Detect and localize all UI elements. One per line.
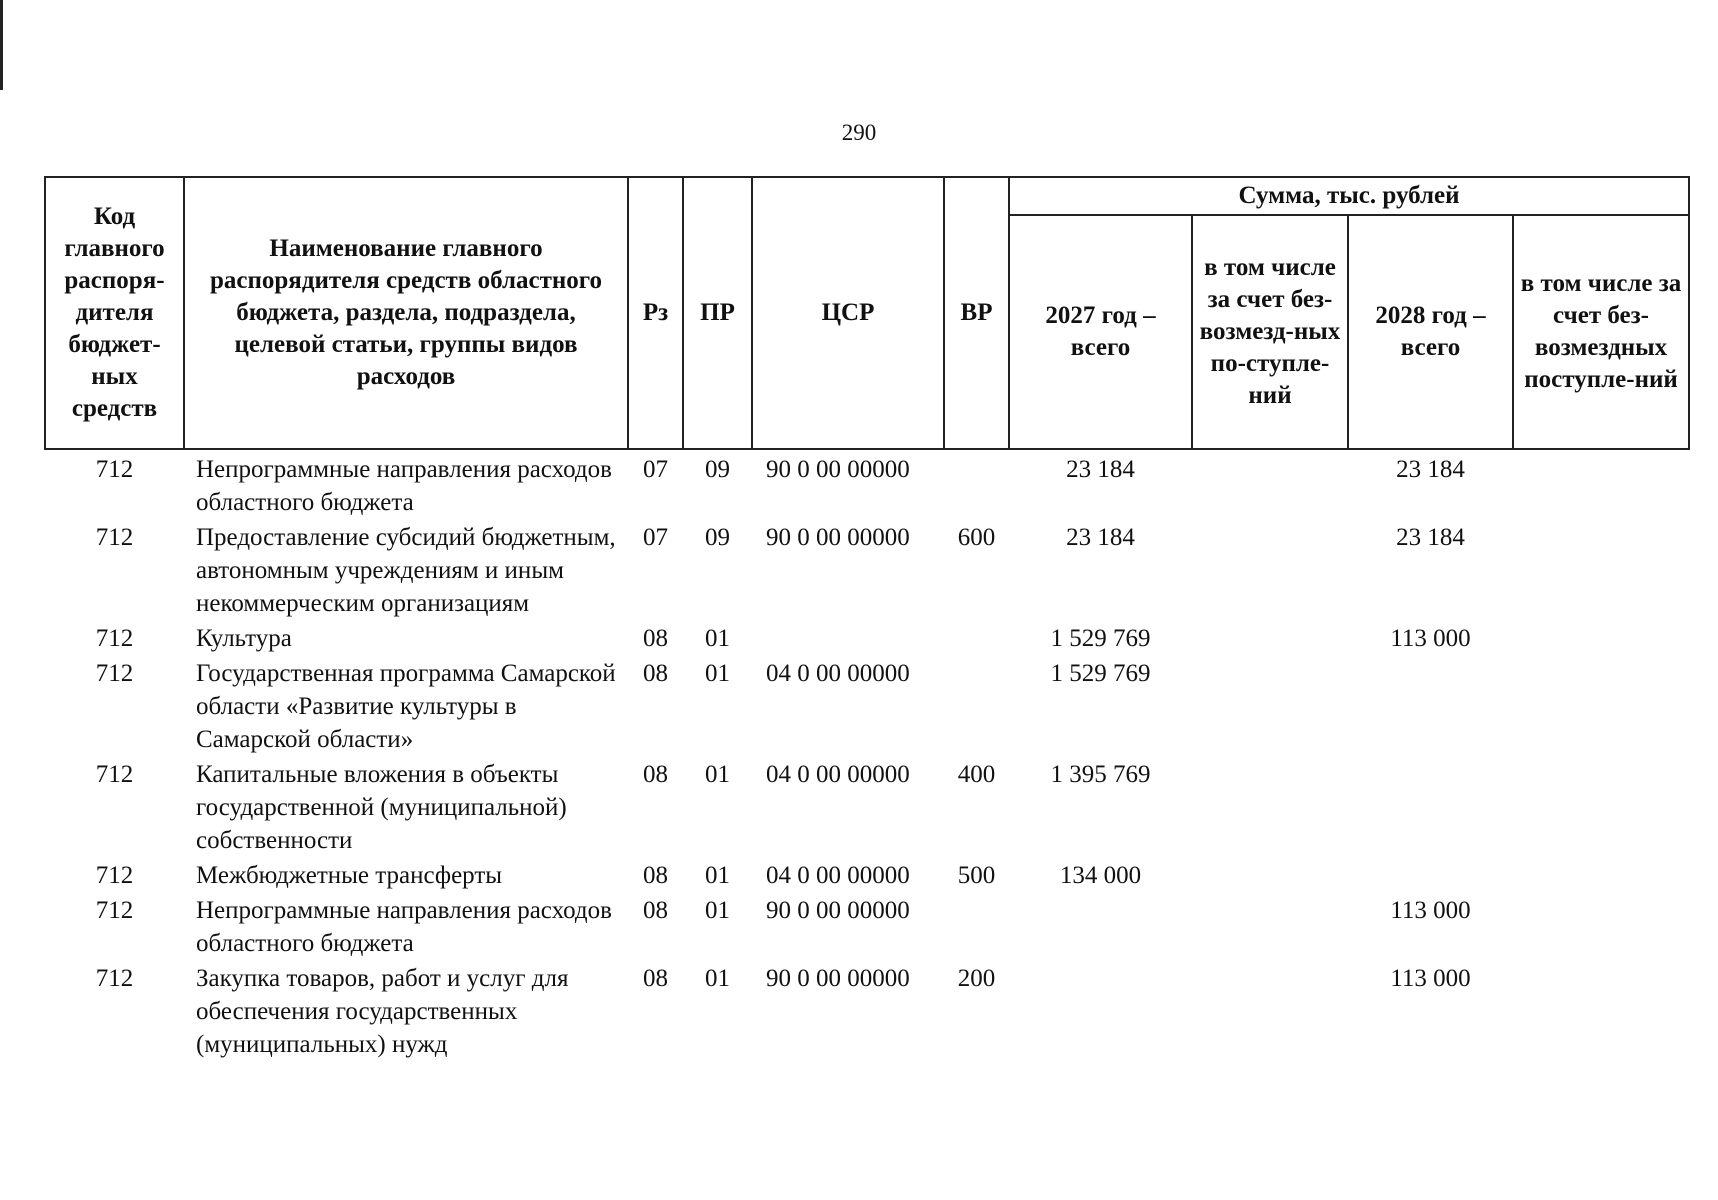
cell-pr: 01 (705, 897, 730, 924)
cell-csr: 90 0 00 00000 (766, 897, 910, 924)
cell-code: 712 (95, 524, 134, 551)
cell-rz: 08 (643, 761, 668, 788)
cell-2027-grants (1192, 449, 1348, 519)
cell-rz: 07 (643, 524, 668, 551)
cell-2027-total: 1 529 769 (1050, 660, 1151, 687)
header-2028-grants: в том числе за счет без-возмездных поступле-ний (1513, 215, 1689, 449)
table-row (45, 960, 1689, 1061)
cell-code: 712 (95, 862, 134, 889)
cell-csr (752, 620, 944, 655)
cell-vr: 600 (957, 524, 996, 551)
budget-table (44, 176, 1690, 1061)
cell-rz: 08 (643, 862, 668, 889)
cell-code: 712 (95, 761, 134, 788)
cell-2028-total (1348, 655, 1513, 756)
cell-rz: 07 (643, 456, 668, 483)
cell-name: Предоставление субсидий бюджетным, автономным учреждениям и иным некоммерческим организациям (196, 524, 616, 617)
cell-rz: 08 (643, 625, 668, 652)
cell-pr: 09 (705, 524, 730, 551)
cell-csr: 90 0 00 00000 (766, 524, 910, 551)
cell-2027-grants (1192, 857, 1348, 892)
cell-2027-grants (1192, 960, 1348, 1061)
cell-pr: 09 (705, 456, 730, 483)
cell-vr: 400 (957, 761, 996, 788)
cell-2027-grants (1192, 756, 1348, 857)
cell-rz: 08 (643, 965, 668, 992)
cell-2027-grants (1192, 655, 1348, 756)
cell-2028-grants (1513, 892, 1689, 960)
table-row (45, 519, 1689, 620)
cell-pr: 01 (705, 625, 730, 652)
cell-name: Межбюджетные трансферты (196, 862, 503, 889)
cell-2027-grants (1192, 620, 1348, 655)
cell-code: 712 (95, 456, 134, 483)
table-row (45, 620, 1689, 655)
cell-2027-total (1009, 892, 1192, 960)
header-code: Код главного распоря-дителя бюджет-ных средств (45, 177, 184, 449)
scan-left-edge (0, 0, 3, 90)
cell-pr: 01 (705, 965, 730, 992)
cell-2028-total: 23 184 (1396, 524, 1465, 551)
cell-2028-total (1348, 756, 1513, 857)
cell-2027-grants (1192, 519, 1348, 620)
header-2028-total: 2028 год – всего (1348, 215, 1513, 449)
cell-code: 712 (95, 625, 134, 652)
cell-2028-grants (1513, 960, 1689, 1061)
cell-2027-total: 134 000 (1059, 862, 1142, 889)
cell-name: Непрограммные направления расходов областного бюджета (196, 897, 612, 957)
cell-rz: 08 (643, 660, 668, 687)
cell-2028-grants (1513, 857, 1689, 892)
table-row (45, 655, 1689, 756)
cell-2028-total: 23 184 (1396, 456, 1465, 483)
cell-2028-total: 113 000 (1390, 625, 1471, 652)
cell-name: Государственная программа Самарской области «Развитие культуры в Самарской области» (196, 660, 616, 753)
cell-2028-total: 113 000 (1390, 965, 1471, 992)
cell-vr (944, 449, 1009, 519)
cell-rz: 08 (643, 897, 668, 924)
cell-name: Культура (196, 625, 292, 652)
cell-2027-total (1009, 960, 1192, 1061)
cell-csr: 04 0 00 00000 (766, 862, 910, 889)
cell-2027-total: 23 184 (1066, 456, 1135, 483)
header-sum-group: Сумма, тыс. рублей (1009, 177, 1689, 215)
cell-vr: 500 (957, 862, 996, 889)
cell-2028-grants (1513, 620, 1689, 655)
cell-code: 712 (95, 897, 134, 924)
header-2027-total: 2027 год – всего (1009, 215, 1192, 449)
cell-code: 712 (95, 660, 134, 687)
cell-code: 712 (95, 965, 134, 992)
table-row (45, 892, 1689, 960)
cell-2027-total: 1 529 769 (1050, 625, 1151, 652)
cell-csr: 90 0 00 00000 (766, 456, 910, 483)
cell-vr (944, 655, 1009, 756)
page-number: 290 (841, 120, 877, 145)
table-row (45, 857, 1689, 892)
cell-2028-total (1348, 857, 1513, 892)
cell-2028-grants (1513, 756, 1689, 857)
cell-pr: 01 (705, 660, 730, 687)
cell-vr (944, 620, 1009, 655)
cell-2028-grants (1513, 519, 1689, 620)
header-csr: ЦСР (752, 177, 944, 449)
cell-2027-grants (1192, 892, 1348, 960)
cell-name: Непрограммные направления расходов областного бюджета (196, 456, 612, 516)
cell-2028-grants (1513, 449, 1689, 519)
cell-csr: 90 0 00 00000 (766, 965, 910, 992)
cell-2028-grants (1513, 655, 1689, 756)
cell-csr: 04 0 00 00000 (766, 660, 910, 687)
table-body (45, 449, 1689, 1061)
cell-2027-total: 1 395 769 (1050, 761, 1151, 788)
cell-csr: 04 0 00 00000 (766, 761, 910, 788)
header-name: Наименование главного распорядителя средств областного бюджета, раздела, подраздела, целевой статьи, группы видов расходов (184, 177, 628, 449)
cell-2028-total: 113 000 (1390, 897, 1471, 924)
header-rz: Рз (628, 177, 683, 449)
cell-vr (944, 892, 1009, 960)
header-vr: ВР (944, 177, 1009, 449)
cell-vr: 200 (957, 965, 996, 992)
table-row (45, 756, 1689, 857)
table-row (45, 449, 1689, 519)
cell-name: Закупка товаров, работ и услуг для обеспечения государственных (муниципальных) нужд (196, 965, 569, 1058)
cell-2027-total: 23 184 (1066, 524, 1135, 551)
header-pr: ПР (683, 177, 752, 449)
cell-name: Капитальные вложения в объекты государственной (муниципальной) собственности (196, 761, 567, 854)
header-2027-grants: в том числе за счет без-возмезд-ных по-ступле-ний (1192, 215, 1348, 449)
table-header (45, 177, 1689, 449)
cell-pr: 01 (705, 761, 730, 788)
cell-pr: 01 (705, 862, 730, 889)
